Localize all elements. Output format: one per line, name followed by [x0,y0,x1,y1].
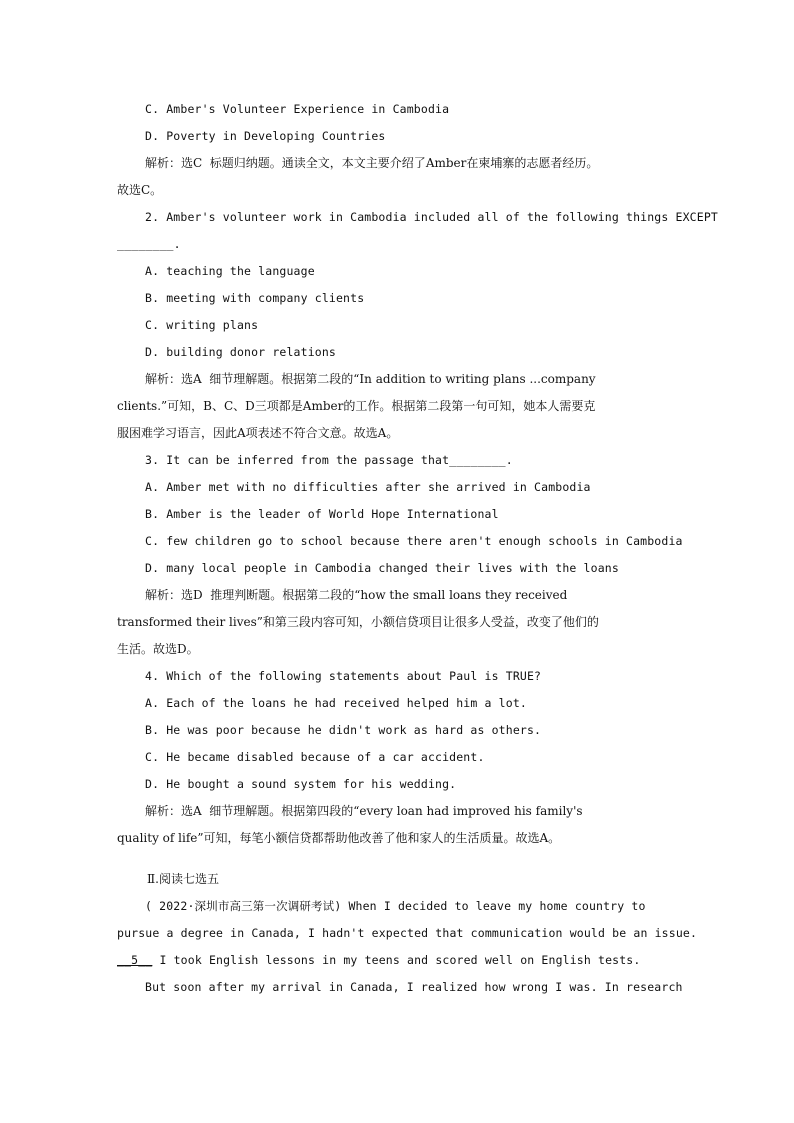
q1-explanation-line-2: 故选C。 [117,183,163,197]
q2-stem-line-2: ________. [117,237,181,251]
section-heading: Ⅱ.阅读七选五 [147,872,219,886]
q3-explanation-line-3: 生活。故选D。 [117,642,199,656]
q1-explanation-line-1: 解析：选C 标题归纳题。通读全文，本文主要介绍了Amber在柬埔寨的志愿者经历。 [145,156,599,170]
q2-explanation-line-1: 解析：选A 细节理解题。根据第二段的“In addition to writing plans ...company [145,372,596,386]
q2-explanation-line-2: clients.”可知，B、C、D三项都是Amber的工作。根据第二段第一句可知，她本人需要克 [117,399,596,413]
q2-option-b: B. meeting with company clients [145,291,365,305]
q4-explanation-line-2: quality of life”可知，每笔小额信贷都帮助他改善了他和家人的生活质量。故选A。 [117,831,561,845]
q1-option-c: C. Amber's Volunteer Experience in Cambodia [145,102,450,116]
passage-line-2: pursue a degree in Canada, I hadn't expected that communication would be an issue. [117,926,698,940]
passage-line-3-text: I took English lessons in my teens and scored well on English tests. [152,953,641,967]
q2-option-a: A. teaching the language [145,264,315,278]
q3-option-d: D. many local people in Cambodia changed their lives with the loans [145,561,619,575]
q2-option-c: C. writing plans [145,318,259,332]
q3-explanation-line-2: transformed their lives”和第三段内容可知，小额信贷项目让很多人受益，改变了他们的 [117,615,599,629]
q3-explanation-line-1: 解析：选D 推理判断题。根据第二段的“how the small loans they received [145,588,568,602]
q2-stem-line-1: 2. Amber's volunteer work in Cambodia included all of the following things EXCEPT [145,210,718,224]
blank-5: __5__ [117,953,153,967]
q3-option-b: B. Amber is the leader of World Hope International [145,507,499,521]
q4-option-c: C. He became disabled because of a car accident. [145,750,485,764]
q4-stem: 4. Which of the following statements about Paul is TRUE? [145,669,542,683]
document-page [117,96,718,1001]
q1-option-d: D. Poverty in Developing Countries [145,129,386,143]
q4-option-d: D. He bought a sound system for his wedding. [145,777,457,791]
q4-option-a: A. Each of the loans he had received helped him a lot. [145,696,527,710]
q3-option-c: C. few children go to school because there aren't enough schools in Cambodia [145,534,683,548]
passage-line-3 [117,947,677,974]
passage-line-4: But soon after my arrival in Canada, I realized how wrong I was. In research [145,980,683,994]
q2-explanation-line-3: 服困难学习语言，因此A项表述不符合文意。故选A。 [117,426,399,440]
q3-stem: 3. It can be inferred from the passage that________. [145,453,513,467]
q2-option-d: D. building donor relations [145,345,336,359]
passage-line-1: ( 2022·深圳市高三第一次调研考试) When I decided to leave my home country to [145,899,646,913]
q4-explanation-line-1: 解析：选A 细节理解题。根据第四段的“every loan had improved his family's [145,804,583,818]
q3-option-a: A. Amber met with no difficulties after she arrived in Cambodia [145,480,591,494]
q4-option-b: B. He was poor because he didn't work as hard as others. [145,723,542,737]
